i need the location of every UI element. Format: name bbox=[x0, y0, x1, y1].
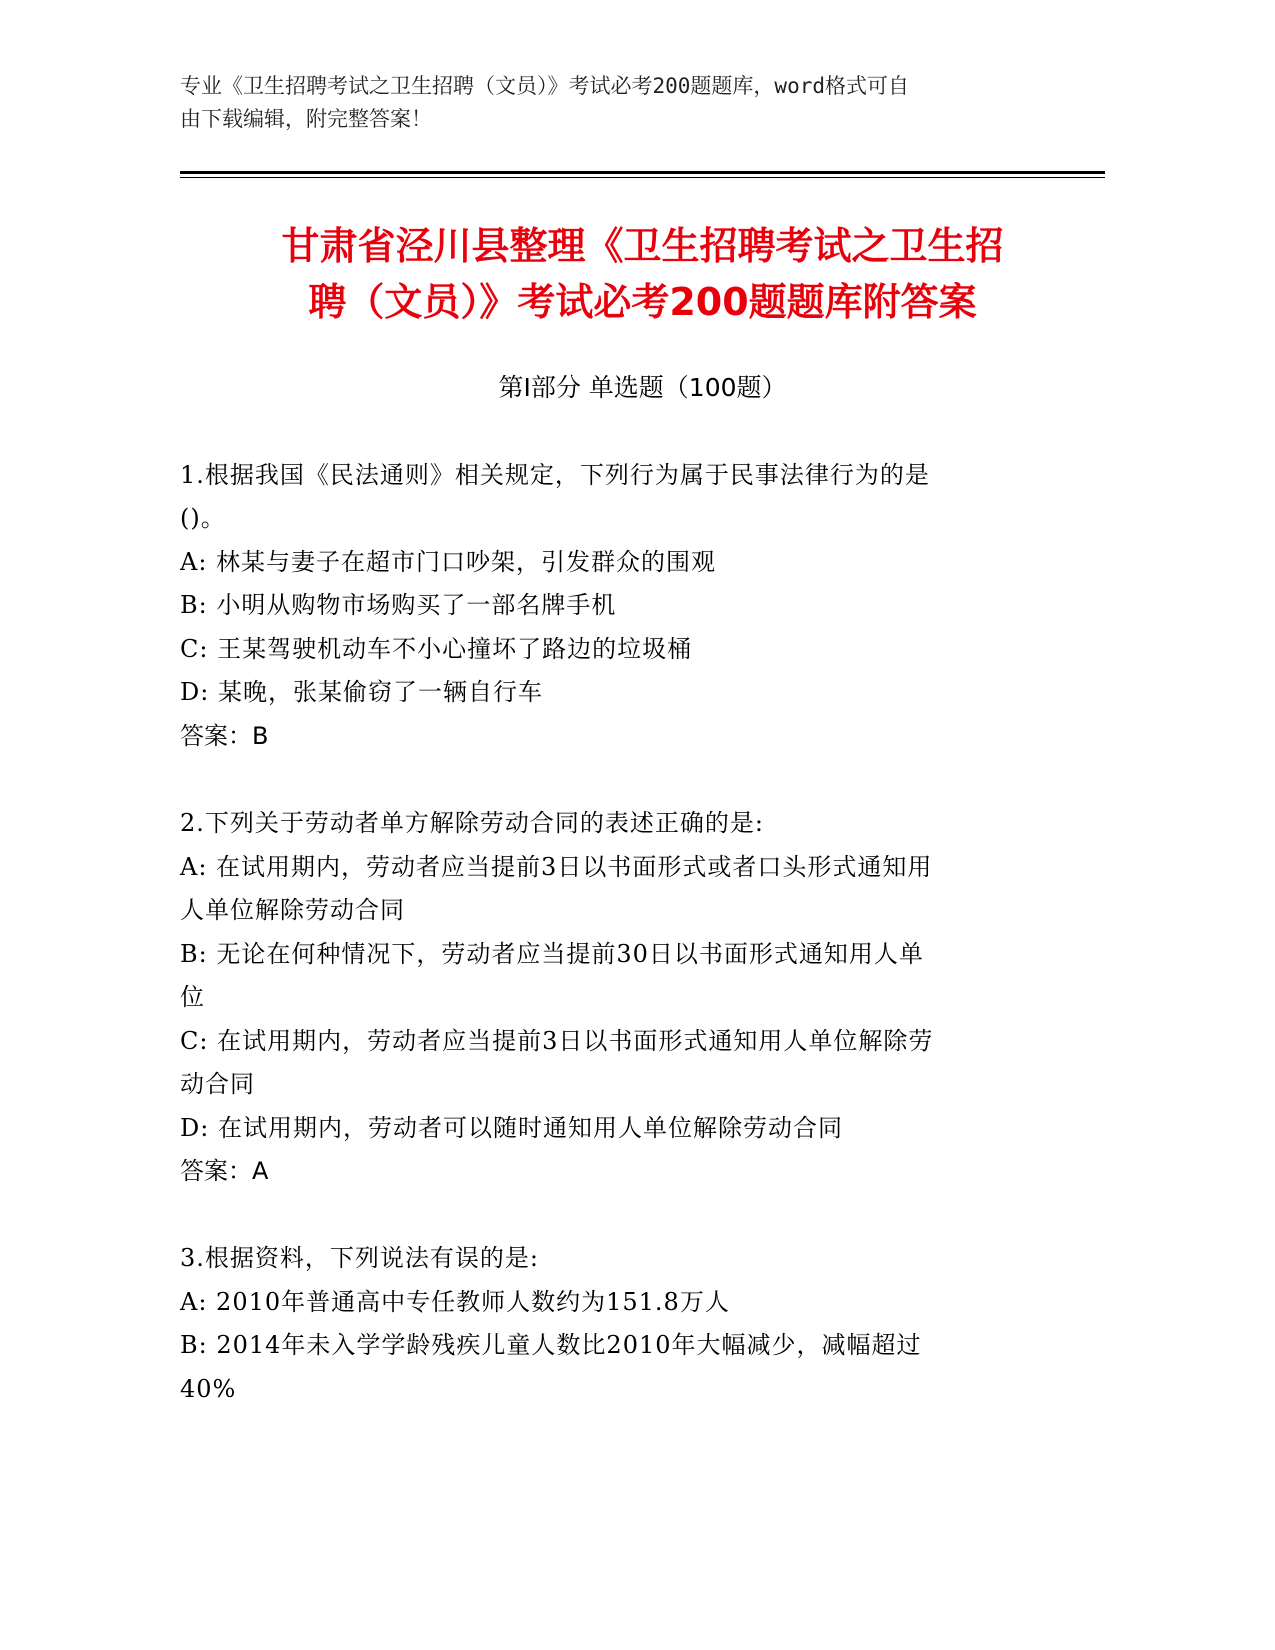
document-title bbox=[180, 218, 1105, 330]
document-title-line: 聘（文员）》考试必考200题题库附答案 bbox=[308, 280, 977, 324]
question-1-option-d: D: 某晚，张某偷窃了一辆自行车 bbox=[180, 678, 543, 706]
header-rule-thick bbox=[180, 171, 1105, 174]
question-2-stem: 2.下列关于劳动者单方解除劳动合同的表述正确的是: bbox=[180, 809, 764, 837]
question-1-answer: 答案：B bbox=[180, 722, 269, 750]
header-note bbox=[180, 70, 1040, 136]
question-1-stem-cont: ()。 bbox=[180, 504, 226, 532]
question-3-stem: 3.根据资料，下列说法有误的是: bbox=[180, 1244, 539, 1272]
question-3-option-a: A: 2010年普通高中专任教师人数约为151.8万人 bbox=[180, 1288, 730, 1316]
question-2-option-a-cont: 人单位解除劳动合同 bbox=[180, 896, 405, 924]
question-3-option-b: B: 2014年未入学学龄残疾儿童人数比2010年大幅减少，减幅超过 bbox=[180, 1331, 922, 1359]
question-2-option-a: A: 在试用期内，劳动者应当提前3日以书面形式或者口头形式通知用 bbox=[180, 853, 933, 881]
question-2-answer: 答案：A bbox=[180, 1157, 269, 1185]
question-3-option-b-cont: 40% bbox=[180, 1375, 237, 1403]
question-2-option-c-cont: 动合同 bbox=[180, 1070, 255, 1098]
header-note-line: 由下载编辑，附完整答案！ bbox=[180, 107, 432, 131]
question-2-option-b-cont: 位 bbox=[180, 983, 205, 1011]
question-1-stem: 1.根据我国《民法通则》相关规定，下列行为属于民事法律行为的是 bbox=[180, 461, 930, 489]
question-1-option-a: A: 林某与妻子在超市门口吵架，引发群众的围观 bbox=[180, 548, 717, 576]
document-page bbox=[180, 0, 1105, 1650]
question-2-option-b: B: 无论在何种情况下，劳动者应当提前30日以书面形式通知用人单 bbox=[180, 940, 924, 968]
question-2-option-d: D: 在试用期内，劳动者可以随时通知用人单位解除劳动合同 bbox=[180, 1114, 843, 1142]
question-2-option-c: C: 在试用期内，劳动者应当提前3日以书面形式通知用人单位解除劳 bbox=[180, 1027, 934, 1055]
question-1-option-c: C: 王某驾驶机动车不小心撞坏了路边的垃圾桶 bbox=[180, 635, 693, 663]
header-note-line: 专业《卫生招聘考试之卫生招聘（文员）》考试必考200题题库，word格式可自 bbox=[180, 74, 909, 98]
header-rule-thin bbox=[180, 177, 1105, 178]
section-title: 第I部分 单选题（100题） bbox=[498, 373, 787, 402]
document-title-line: 甘肃省泾川县整理《卫生招聘考试之卫生招 bbox=[281, 224, 1004, 268]
question-1-option-b: B: 小明从购物市场购买了一部名牌手机 bbox=[180, 591, 617, 619]
